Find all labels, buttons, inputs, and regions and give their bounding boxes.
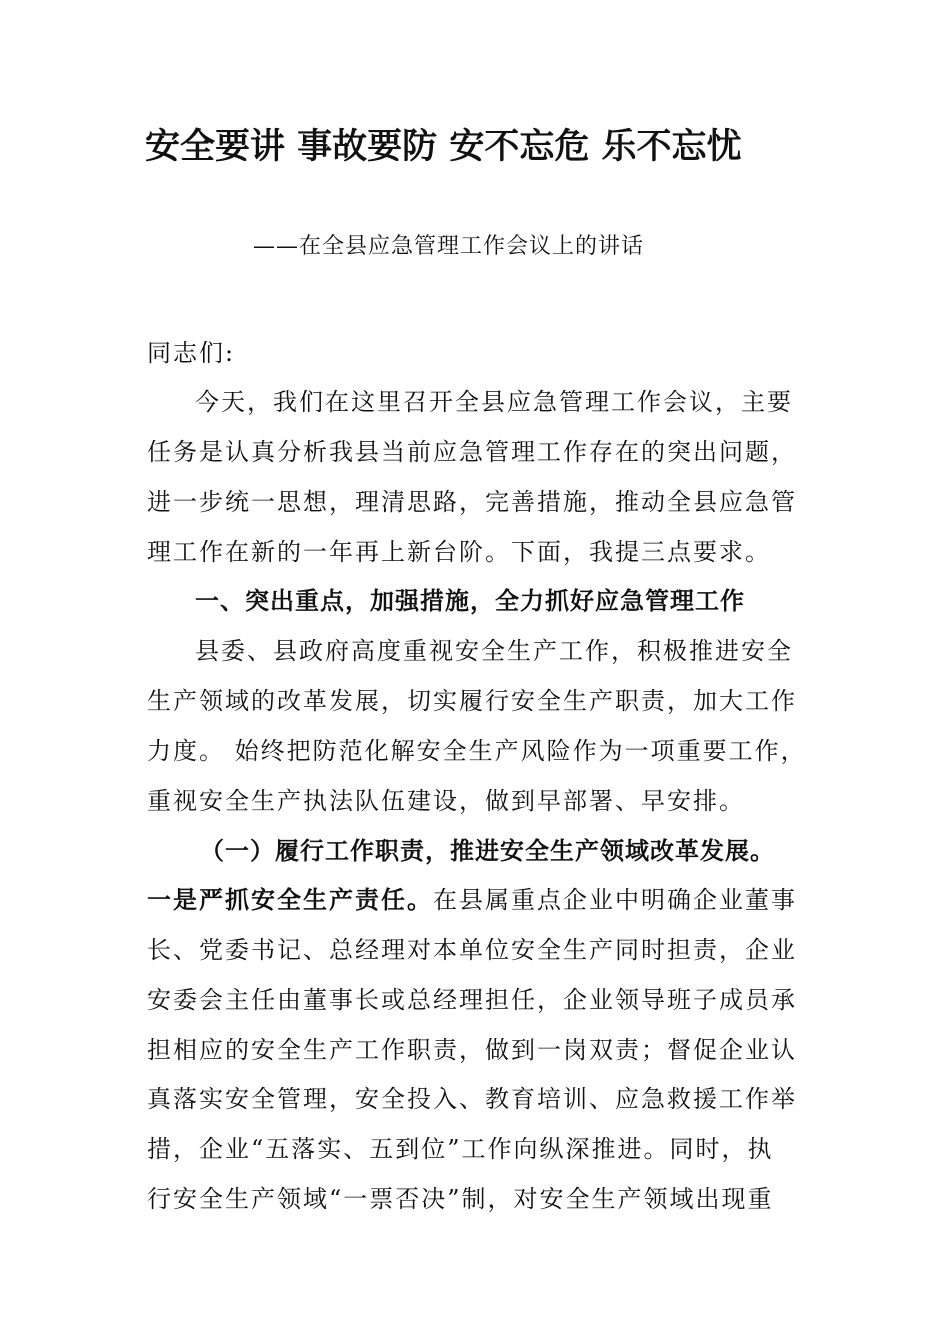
section-heading: 一、突出重点，加强措施，全力抓好应急管理工作 xyxy=(195,587,745,615)
greeting: 同志们: xyxy=(147,339,236,367)
intro-line: 任务是认真分析我县当前应急管理工作存在的突出问题， xyxy=(147,438,797,466)
subsection-body-line: 长、党委书记、总经理对本单位安全生产同时担责，企业 xyxy=(147,936,797,964)
document-title: 安全要讲 事故要防 安不忘危 乐不忘忧 xyxy=(145,126,742,167)
section-body-line: 县委、县政府高度重视安全生产工作，积极推进安全 xyxy=(195,637,793,665)
subsection-body-line: 安委会主任由董事长或总经理担任，企业领导班子成员承 xyxy=(147,986,797,1014)
subsection-body-line: 措，企业“五落实、五到位”工作向纵深推进。同时，执 xyxy=(147,1135,774,1163)
subsection-lead-bold: 一是严抓安全生产责任。 xyxy=(147,885,433,914)
subsection-body-line: 行安全生产领域“一票否决”制，对安全生产领域出现重 xyxy=(147,1185,774,1213)
intro-line: 理工作在新的一年再上新台阶。下面，我提三点要求。 xyxy=(147,538,771,566)
subsection-lead-line xyxy=(147,883,797,917)
subsection-lead-rest: 在县属重点企业中明确企业董事 xyxy=(433,886,797,914)
document-subtitle: ——在全县应急管理工作会议上的讲话 xyxy=(253,234,645,259)
intro-line: 今天，我们在这里召开全县应急管理工作会议，主要 xyxy=(195,388,793,416)
subsection-body-line: 担相应的安全生产工作职责，做到一岗双责；督促企业认 xyxy=(147,1036,797,1064)
section-body-line: 生产领域的改革发展，切实履行安全生产职责，加大工作 xyxy=(147,687,797,715)
subsection-heading: （一）履行工作职责，推进安全生产领域改革发展。 xyxy=(200,836,775,865)
section-body-line: 力度。 始终把防范化解安全生产风险作为一项重要工作， xyxy=(147,737,807,765)
section-body-line: 重视安全生产执法队伍建设，做到早部署、早安排。 xyxy=(147,787,745,815)
intro-line: 进一步统一思想，理清思路，完善措施，推动全县应急管 xyxy=(147,488,797,516)
subsection-body-line: 真落实安全管理，安全投入、教育培训、应急救援工作举 xyxy=(147,1085,797,1113)
